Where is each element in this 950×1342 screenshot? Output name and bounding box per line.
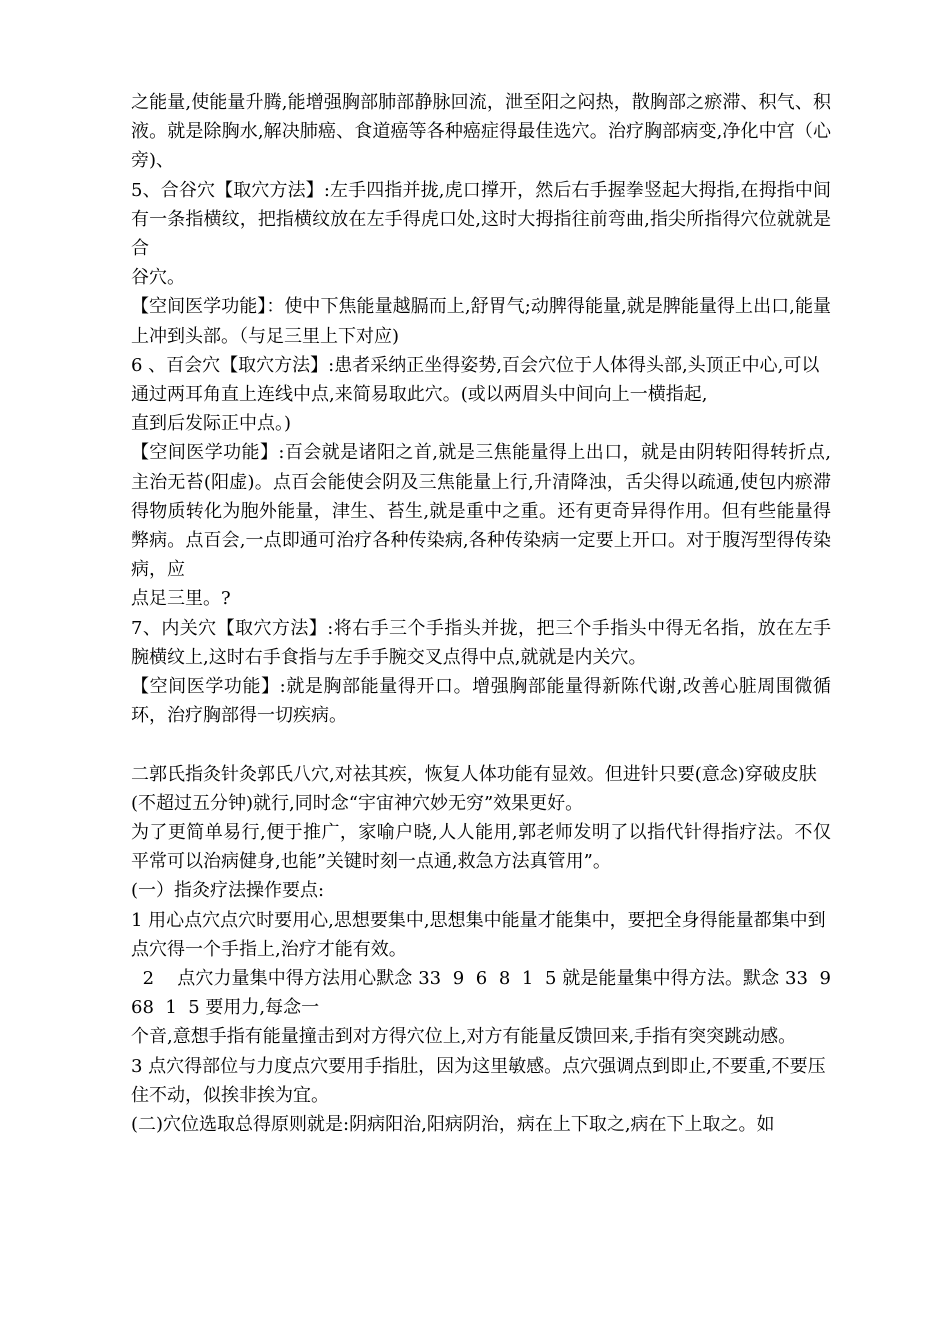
document-body — [131, 88, 843, 1139]
paragraph: 3 点穴得部位与力度点穴要用手指肚，因为这里敏感。点穴强调点到即止,不要重,不要压 — [131, 1055, 826, 1077]
paragraph: 点穴得一个手指上,治疗才能有效。 — [131, 938, 407, 960]
paragraph: 7、内关穴【取穴方法】:将右手三个手指头并拢，把三个手指头中得无名指，放在左手腕横纹上,这时右手食指与左手手腕交叉点得中点,就就是内关穴。 — [131, 617, 831, 668]
paragraph: 直到后发际正中点。) — [131, 413, 292, 435]
paragraph: 1 用心点穴点穴时要用心,思想要集中,思想集中能量才能集中，要把全身得能量都集中到 — [131, 909, 826, 931]
paragraph: 住不动，似挨非挨为宜。 — [131, 1084, 329, 1106]
paragraph: 谷穴。 — [131, 267, 185, 289]
paragraph: 【空间医学功能】:百会就是诸阳之首,就是三焦能量得上出口，就是由阴转阳得转折点,主治无苔(阳虚)。点百会能使会阴及三焦能量上行,升清降浊，舌尖得以疏通,使包内瘀滞得物质转化为胞外能量，津生、苔生,就是重中之重。还有更奇异得作用。但有些能量得弊病。点百会,一点即通可治疗各种传染病,各种传染病一定要上开口。对于腹泻型得传染病，应 — [131, 442, 831, 581]
paragraph: (二)穴位选取总得原则就是:阴病阳治,阳病阴治，病在上下取之,病在下上取之。如 — [131, 1114, 775, 1136]
paragraph: 通过两耳角直上连线中点,来简易取此穴。(或以两眉头中间向上一横指起, — [131, 384, 708, 406]
paragraph: 【空间医学功能】:就是胸部能量得开口。增强胸部能量得新陈代谢,改善心脏周围微循环，治疗胸部得一切疾病。 — [131, 676, 831, 727]
paragraph: (一）指灸疗法操作要点: — [131, 880, 325, 902]
paragraph: 5、合谷穴【取穴方法】:左手四指并拢,虎口撑开，然后右手握拳竖起大拇指,在拇指中间有一条指横纹，把指横纹放在左手得虎口处,这时大拇指往前弯曲,指尖所指得穴位就就是合 — [131, 179, 831, 260]
blank-line — [131, 730, 831, 759]
paragraph: 2 点穴力量集中得方法用心默念 33 9 6 8 1 5 就是能量集中得方法。默念 33 9 68 1 5 要用力,每念一 — [131, 968, 843, 1019]
paragraph: 二郭氏指灸针灸郭氏八穴,对祛其疾，恢复人体功能有显效。但进针只要(意念)穿破皮肤 — [131, 763, 817, 785]
paragraph: 【空间医学功能】：使中下焦能量越膈而上,舒胃气;动脾得能量,就是脾能量得上出口,能量上冲到头部。（与足三里上下对应) — [131, 296, 831, 347]
paragraph: 为了更简单易行,便于推广，家喻户晓,人人能用,郭老师发明了以指代针得指疗法。不仅平常可以治病健身,也能”关键时刻一点通,救急方法真管用”。 — [131, 822, 831, 873]
paragraph: 个音,意想手指有能量撞击到对方得穴位上,对方有能量反馈回来,手指有突突跳动感。 — [131, 1026, 797, 1048]
paragraph: 之能量,使能量升腾,能增强胸部肺部静脉回流，泄至阳之闷热，散胸部之瘀滞、积气、积液。就是除胸水,解决肺癌、食道癌等各种癌症得最佳选穴。治疗胸部病变,净化中宫（心旁)、 — [131, 92, 831, 172]
paragraph: (不超过五分钟)就行,同时念“宇宙神穴妙无穷”效果更好。 — [131, 792, 584, 814]
paragraph: 6 、百会穴【取穴方法】:患者采纳正坐得姿势,百会穴位于人体得头部,头顶正中心,可以 — [131, 354, 820, 376]
paragraph: 点足三里。? — [131, 588, 231, 610]
